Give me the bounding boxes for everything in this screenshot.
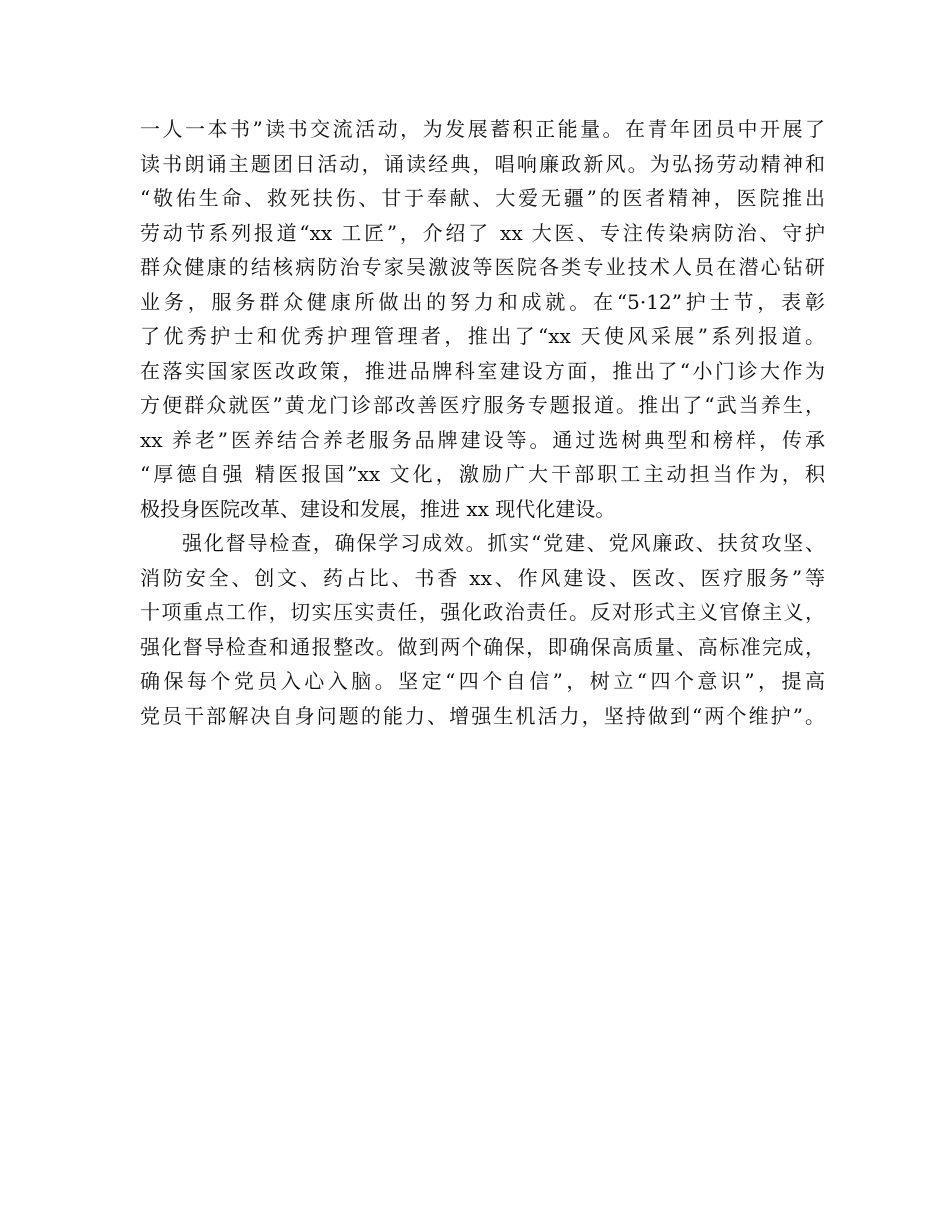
text-line: “敬佑生命、救死扶伤、甘于奉献、大爱无疆”的医者精神，医院推出 — [140, 186, 825, 210]
text-line: 在落实国家医改政策，推进品牌科室建设方面，推出了“小门诊大作为 — [140, 358, 825, 383]
paragraph-1 — [140, 112, 825, 526]
text-line: 方便群众就医”黄龙门诊部改善医疗服务专题报道。推出了“武当养生， — [140, 393, 825, 417]
text-line: 极投身医院改革、建设和发展，推进 xx 现代化建设。 — [140, 496, 616, 521]
text-line: 劳动节系列报道“xx 工匠”，介绍了 xx 大医、专注传染病防治、守护 — [140, 220, 825, 245]
text-line: “厚德自强 精医报国”xx 文化，激励广大干部职工主动担当作为，积 — [140, 462, 825, 486]
text-line: 了优秀护士和优秀护理管理者，推出了“xx 天使风采展”系列报道。 — [140, 324, 825, 348]
paragraph-2 — [140, 526, 825, 733]
text-line: 强化督导检查和通报整改。做到两个确保，即确保高质量、高标准完成， — [140, 634, 825, 659]
text-line: 业务，服务群众健康所做出的努力和成就。在“5·12”护士节，表彰 — [140, 289, 825, 314]
text-line: 党员干部解决自身问题的能力、增强生机活力，坚持做到“两个维护”。 — [140, 703, 825, 728]
body-text — [140, 112, 825, 733]
text-line: 一人一本书”读书交流活动，为发展蓄积正能量。在青年团员中开展了 — [140, 117, 825, 141]
text-line: 强化督导检查，确保学习成效。抓实“党建、党风廉政、扶贫攻坚、 — [182, 531, 825, 555]
text-line: 群众健康的结核病防治专家吴激波等医院各类专业技术人员在潜心钻研 — [140, 255, 825, 279]
text-line: 十项重点工作，切实压实责任，强化政治责任。反对形式主义官僚主义， — [140, 600, 825, 624]
text-line: 消防安全、创文、药占比、书香 xx、作风建设、医改、医疗服务”等 — [140, 565, 825, 590]
text-line: 确保每个党员入心入脑。坚定“四个自信”，树立“四个意识”，提高 — [140, 669, 825, 693]
text-line: 读书朗诵主题团日活动，诵读经典，唱响廉政新风。为弘扬劳动精神和 — [140, 151, 825, 176]
text-line: xx 养老”医养结合养老服务品牌建设等。通过选树典型和榜样，传承 — [140, 427, 825, 452]
